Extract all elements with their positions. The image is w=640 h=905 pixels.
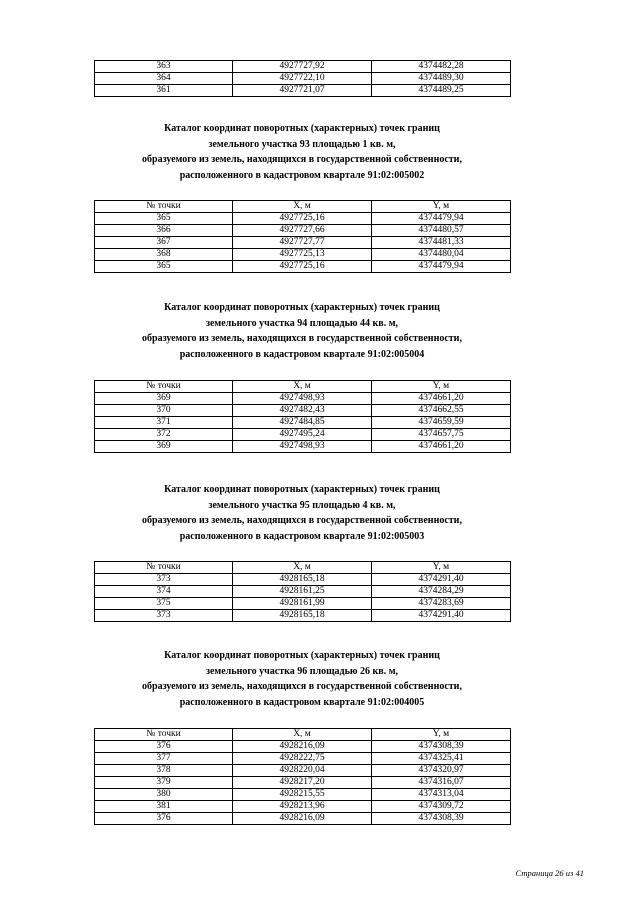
table-row — [95, 225, 511, 237]
table-row — [95, 61, 511, 73]
x-coordinate: 4927482,43 — [233, 405, 372, 417]
y-coordinate: 4374320,97 — [372, 765, 511, 777]
heading-line: земельного участка 96 площадью 26 кв. м, — [205, 665, 399, 677]
point-number: 369 — [95, 393, 233, 405]
page-number: Страница 26 из 41 — [515, 868, 584, 878]
column-header-y: Y, м — [372, 381, 511, 393]
coord-table — [94, 561, 511, 622]
table-row — [95, 765, 511, 777]
heading-line: расположенного в кадастровом квартале 91:02:005004 — [179, 348, 425, 360]
point-number: 366 — [95, 225, 233, 237]
x-coordinate: 4927498,93 — [233, 393, 372, 405]
x-coordinate: 4927498,93 — [233, 441, 372, 453]
column-header-x: X, м — [233, 381, 372, 393]
x-coordinate: 4928217,20 — [233, 777, 372, 789]
table-row — [95, 813, 511, 825]
y-coordinate: 4374308,39 — [372, 813, 511, 825]
x-coordinate: 4928216,09 — [233, 813, 372, 825]
coord-table — [94, 200, 511, 273]
point-number: 381 — [95, 801, 233, 813]
y-coordinate: 4374291,40 — [372, 610, 511, 622]
table-header-row — [95, 201, 511, 213]
x-coordinate: 4928215,55 — [233, 789, 372, 801]
y-coordinate: 4374657,75 — [372, 429, 511, 441]
table-row — [95, 249, 511, 261]
point-number: 369 — [95, 441, 233, 453]
point-number: 373 — [95, 610, 233, 622]
table-header-row — [95, 562, 511, 574]
heading-line: расположенного в кадастровом квартале 91:02:004005 — [179, 696, 425, 708]
heading-line: Каталог координат поворотных (характерных) точек границ — [164, 650, 440, 661]
table-row — [95, 417, 511, 429]
column-header-point: № точки — [95, 729, 233, 741]
table-row — [95, 574, 511, 586]
heading-line: Каталог координат поворотных (характерных) точек границ — [164, 302, 440, 313]
point-number: 364 — [95, 73, 233, 85]
column-header-point: № точки — [95, 562, 233, 574]
point-number: 365 — [95, 261, 233, 273]
y-coordinate: 4374283,69 — [372, 598, 511, 610]
point-number: 376 — [95, 813, 233, 825]
table-row — [95, 405, 511, 417]
table-row — [95, 741, 511, 753]
point-number: 379 — [95, 777, 233, 789]
y-coordinate: 4374661,20 — [372, 393, 511, 405]
y-coordinate: 4374489,30 — [372, 73, 511, 85]
y-coordinate: 4374482,28 — [372, 61, 511, 73]
y-coordinate: 4374489,25 — [372, 85, 511, 97]
point-number: 373 — [95, 574, 233, 586]
heading-line: расположенного в кадастровом квартале 91:02:005003 — [179, 530, 425, 542]
point-number: 374 — [95, 586, 233, 598]
table-row — [95, 789, 511, 801]
y-coordinate: 4374291,40 — [372, 574, 511, 586]
heading-line: образуемого из земель, находящихся в государственной собственности, — [142, 333, 462, 344]
table-row — [95, 429, 511, 441]
x-coordinate: 4927725,13 — [233, 249, 372, 261]
heading-line: земельного участка 94 площадью 44 кв. м, — [205, 317, 399, 329]
y-coordinate: 4374325,41 — [372, 753, 511, 765]
point-number: 367 — [95, 237, 233, 249]
x-coordinate: 4928165,18 — [233, 610, 372, 622]
x-coordinate: 4927725,16 — [233, 213, 372, 225]
table-row — [95, 213, 511, 225]
heading-line: образуемого из земель, находящихся в государственной собственности, — [142, 515, 462, 526]
y-coordinate: 4374659,59 — [372, 417, 511, 429]
table-row — [95, 261, 511, 273]
point-number: 378 — [95, 765, 233, 777]
point-number: 375 — [95, 598, 233, 610]
table-row — [95, 598, 511, 610]
table-header-row — [95, 381, 511, 393]
y-coordinate: 4374309,72 — [372, 801, 511, 813]
coord-table-top — [94, 60, 511, 97]
heading-line: расположенного в кадастровом квартале 91:02:005002 — [179, 169, 425, 181]
column-header-x: X, м — [233, 201, 372, 213]
x-coordinate: 4928222,75 — [233, 753, 372, 765]
point-number: 370 — [95, 405, 233, 417]
catalog-heading — [94, 648, 510, 710]
table-row — [95, 610, 511, 622]
table-header-row — [95, 729, 511, 741]
point-number: 363 — [95, 61, 233, 73]
x-coordinate: 4927727,66 — [233, 225, 372, 237]
y-coordinate: 4374479,94 — [372, 213, 511, 225]
y-coordinate: 4374480,57 — [372, 225, 511, 237]
x-coordinate: 4927727,92 — [233, 61, 372, 73]
y-coordinate: 4374316,07 — [372, 777, 511, 789]
point-number: 376 — [95, 741, 233, 753]
point-number: 377 — [95, 753, 233, 765]
x-coordinate: 4927722,10 — [233, 73, 372, 85]
point-number: 361 — [95, 85, 233, 97]
point-number: 371 — [95, 417, 233, 429]
y-coordinate: 4374661,20 — [372, 441, 511, 453]
x-coordinate: 4928216,09 — [233, 741, 372, 753]
x-coordinate: 4928161,25 — [233, 586, 372, 598]
heading-line: земельного участка 93 площадью 1 кв. м, — [208, 138, 396, 150]
column-header-y: Y, м — [372, 729, 511, 741]
table-row — [95, 586, 511, 598]
table-row — [95, 753, 511, 765]
coord-table — [94, 728, 511, 825]
column-header-x: X, м — [233, 562, 372, 574]
column-header-point: № точки — [95, 381, 233, 393]
table-row — [95, 73, 511, 85]
point-number: 368 — [95, 249, 233, 261]
heading-line: образуемого из земель, находящихся в государственной собственности, — [142, 681, 462, 692]
column-header-y: Y, м — [372, 562, 511, 574]
y-coordinate: 4374481,33 — [372, 237, 511, 249]
coord-table — [94, 380, 511, 453]
y-coordinate: 4374308,39 — [372, 741, 511, 753]
point-number: 380 — [95, 789, 233, 801]
y-coordinate: 4374313,04 — [372, 789, 511, 801]
y-coordinate: 4374479,94 — [372, 261, 511, 273]
heading-line: Каталог координат поворотных (характерных) точек границ — [164, 484, 440, 495]
column-header-y: Y, м — [372, 201, 511, 213]
y-coordinate: 4374662,55 — [372, 405, 511, 417]
column-header-x: X, м — [233, 729, 372, 741]
x-coordinate: 4927727,77 — [233, 237, 372, 249]
x-coordinate: 4927721,07 — [233, 85, 372, 97]
x-coordinate: 4928220,04 — [233, 765, 372, 777]
x-coordinate: 4927484,85 — [233, 417, 372, 429]
column-header-point: № точки — [95, 201, 233, 213]
heading-line: образуемого из земель, находящихся в государственной собственности, — [142, 154, 462, 165]
table-row — [95, 777, 511, 789]
y-coordinate: 4374284,29 — [372, 586, 511, 598]
table-row — [95, 393, 511, 405]
heading-line: земельного участка 95 площадью 4 кв. м, — [208, 499, 396, 511]
catalog-heading — [94, 121, 510, 183]
x-coordinate: 4928213,96 — [233, 801, 372, 813]
catalog-heading — [94, 300, 510, 362]
point-number: 365 — [95, 213, 233, 225]
heading-line: Каталог координат поворотных (характерных) точек границ — [164, 123, 440, 134]
x-coordinate: 4928165,18 — [233, 574, 372, 586]
y-coordinate: 4374480,04 — [372, 249, 511, 261]
table-row — [95, 85, 511, 97]
point-number: 372 — [95, 429, 233, 441]
x-coordinate: 4927725,16 — [233, 261, 372, 273]
table-row — [95, 237, 511, 249]
x-coordinate: 4927495,24 — [233, 429, 372, 441]
x-coordinate: 4928161,99 — [233, 598, 372, 610]
table-row — [95, 441, 511, 453]
table-row — [95, 801, 511, 813]
catalog-heading — [94, 482, 510, 544]
